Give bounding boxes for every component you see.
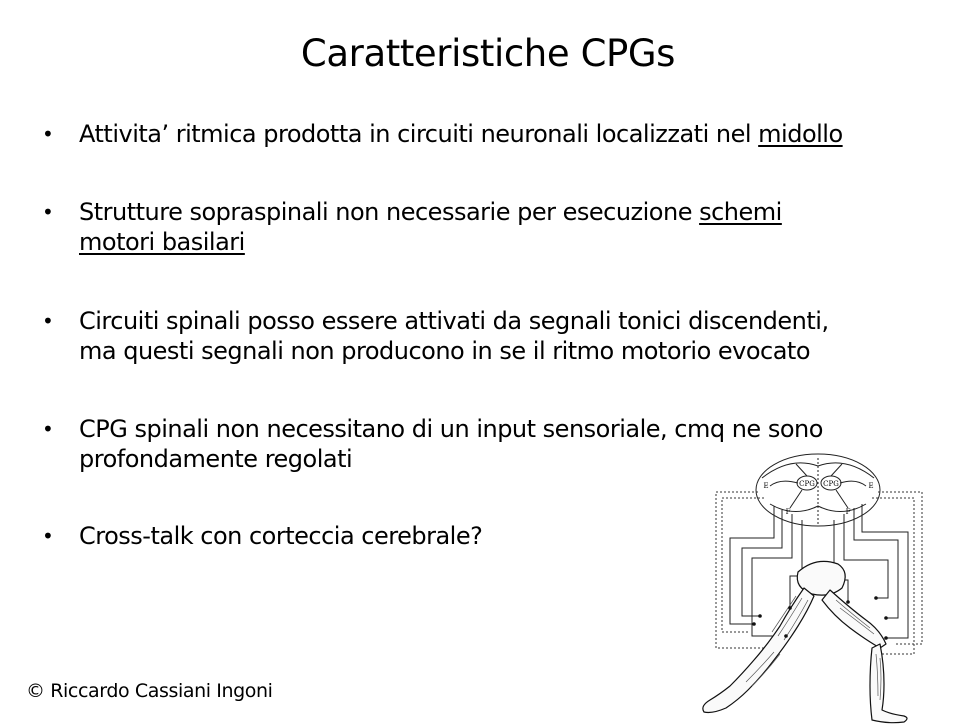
extensor-label: E: [868, 482, 874, 490]
cpg-label: CPG: [823, 480, 839, 488]
copyright-notice: © Riccardo Cassiani Ingoni: [26, 680, 273, 702]
underlined-term: schemi: [699, 198, 782, 226]
bullet-text-line-2: profondamente regolati: [79, 445, 353, 473]
extensor-label: E: [763, 482, 769, 490]
bullet-text: Cross-talk con corteccia cerebrale?: [79, 522, 483, 550]
bullet-text: CPG spinali non necessitano di un input sensoriale, cmq ne sono: [79, 415, 823, 443]
bullet-text: Circuiti spinali posso essere attivati da segnali tonici discendenti,: [79, 307, 829, 335]
bullet-text: [79, 118, 843, 150]
bullet-marker: •: [42, 200, 54, 224]
bullet-marker: •: [42, 122, 54, 146]
flexor-label: F: [785, 508, 791, 516]
circuit-path: [844, 514, 888, 598]
sensory-path: [878, 492, 922, 644]
bullet-marker: •: [42, 417, 54, 441]
sensory-path: [722, 498, 764, 632]
bullet-text-line-2: [79, 226, 245, 258]
bullet-marker: •: [42, 524, 54, 548]
bullet-text-part: Strutture sopraspinali non necessarie per esecuzione: [79, 198, 700, 226]
back-leg-shape: [703, 588, 814, 713]
bullet-text: [79, 196, 782, 228]
circuit-path: [854, 508, 898, 618]
flexor-label: F: [845, 508, 851, 516]
front-shank-shape: [870, 644, 907, 723]
bullet-text-line-2: ma questi segnali non producono in se il ritmo motorio evocato: [79, 337, 811, 365]
bullet-marker: •: [42, 309, 54, 333]
underlined-term: midollo: [758, 120, 843, 148]
slide-title: Caratteristiche CPGs: [300, 32, 676, 75]
underlined-term: motori basilari: [79, 228, 245, 256]
circuit-path: [742, 510, 782, 616]
bullet-text-part: Attivita’ ritmica prodotta in circuiti neuronali localizzati nel: [79, 120, 759, 148]
spinal-cord-cpg-diagram: [690, 448, 976, 724]
cpg-label: CPG: [799, 480, 815, 488]
sensory-path: [716, 492, 780, 648]
